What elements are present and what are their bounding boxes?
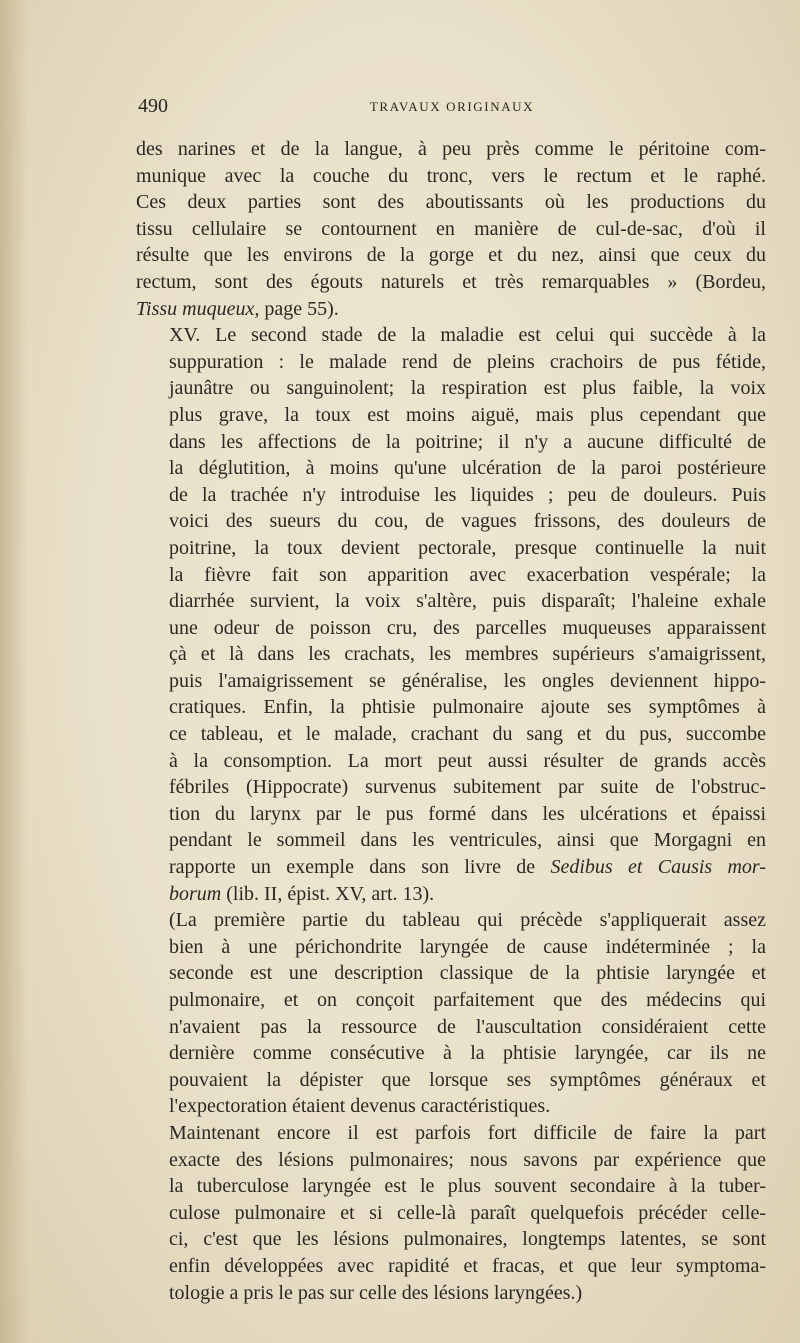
text-line: seconde est une description classique de la phtisie laryngée et [169,962,766,985]
text-line: pendant le sommeil dans les ventricules, ainsi que Morgagni en [169,829,766,852]
text-line: puis l'amaigrissement se généralise, les ongles deviennent hippo- [169,669,766,692]
text-line: résulte que les environs de la gorge et du nez, ainsi que ceux du [136,244,766,267]
paragraph-1 [136,136,766,322]
text-line: culose pulmonaire et si celle-là paraît quelquefois précéder celle- [169,1201,766,1224]
text-line: enfin développées avec rapidité et fracas, et que leur symptoma- [169,1254,766,1277]
text-line: tologie a pris le pas sur celle des lésions laryngées.) [169,1281,583,1304]
running-head: TRAVAUX ORIGINAUX [369,99,535,114]
text-line: (La première partie du tableau qui précède s'appliquerait assez [169,909,766,932]
text-line: pulmonaire, et on conçoit parfaitement que des médecins qui [169,989,766,1011]
text-line: dans les affections de la poitrine; il n'y a aucune difficulté de [169,430,766,453]
text-line: ce tableau, et le malade, crachant du sang et du pus, succombe [169,723,766,746]
text-line: rectum, sont des égouts naturels et très remarquables » (Bordeu, [136,270,766,293]
text-line: pouvaient la dépister que lorsque ses symptômes généraux et [169,1068,766,1091]
page-number: 490 [138,95,168,117]
text-line: voici des sueurs du cou, de vagues frissons, des douleurs de [169,510,766,533]
text-fragment: (lib. II, épist. XV, art. 13). [221,882,435,905]
text-line: la déglutition, à moins qu'une ulcération de la paroi postérieure [169,457,766,480]
body-text [136,136,766,1306]
text-line: Ces deux parties sont des aboutissants où les productions du [136,191,766,214]
text-fragment: page 55). [259,297,339,320]
italic-title: Tissu muqueux, [136,297,260,320]
text-line: dernière comme consécutive à la phtisie laryngée, car ils ne [169,1042,766,1065]
text-line: ci, c'est que les lésions pulmonaires, longtemps latentes, se sont [169,1228,766,1251]
italic-title: Sedibus et Causis mor- [550,856,766,879]
text-line: fébriles (Hippocrate) survenus subitement par suite de l'obstruc- [169,776,766,799]
text-line: diarrhée survient, la voix s'altère, puis disparaît; l'haleine exhale [169,590,766,613]
text-line: poitrine, la toux devient pectorale, presque continuelle la nuit [169,536,766,559]
text-line: des narines et de la langue, à peu près comme le péritoine com- [136,138,766,160]
text-line: exacte des lésions pulmonaires; nous savons par expérience que [169,1148,766,1171]
italic-title: borum [169,882,222,905]
text-line [136,881,766,908]
paragraph-3 [136,907,766,1120]
text-fragment: rapporte un exemple dans son livre de [169,856,551,879]
text-line: une odeur de poisson cru, des parcelles muqueuses apparaissent [169,616,766,639]
text-line: munique avec la couche du tronc, vers le rectum et le raphé. [136,164,766,187]
text-line: suppuration : le malade rend de pleins crachoirs de pus fétide, [169,350,766,373]
text-line: tissu cellulaire se contournent en manière de cul-de-sac, d'où il [136,217,766,240]
text-line: l'expectoration étaient devenus caractéristiques. [169,1095,551,1118]
text-line: Maintenant encore il est parfois fort difficile de faire la part [169,1121,766,1144]
text-line [136,854,766,881]
text-line [136,296,766,323]
text-line: jaunâtre ou sanguinolent; la respiration est plus faible, la voix [169,377,766,400]
text-line: tion du larynx par le pus formé dans les ulcérations et épaissi [169,802,766,825]
text-line: n'avaient pas la ressource de l'auscultation considéraient cette [169,1015,766,1038]
text-line: bien à une périchondrite laryngée de cause indéterminée ; la [169,935,766,958]
paragraph-4 [136,1120,766,1306]
paragraph-2 [136,322,766,907]
text-line: à la consomption. La mort peut aussi résulter de grands accès [169,749,766,772]
text-line: çà et là dans les crachats, les membres supérieurs s'amaigrissent, [169,643,766,666]
text-line: de la trachée n'y introduise les liquides ; peu de douleurs. Puis [169,483,766,506]
text-line: la tuberculose laryngée est le plus souvent secondaire à la tuber- [169,1175,766,1198]
text-line: cratiques. Enfin, la phtisie pulmonaire ajoute ses symptômes à [169,696,766,719]
text-line: XV. Le second stade de la maladie est celui qui succède à la [169,324,766,347]
page-header [138,95,766,117]
text-line: la fièvre fait son apparition avec exacerbation vespérale; la [169,563,766,586]
text-line: plus grave, la toux est moins aiguë, mais plus cependant que [169,403,766,426]
